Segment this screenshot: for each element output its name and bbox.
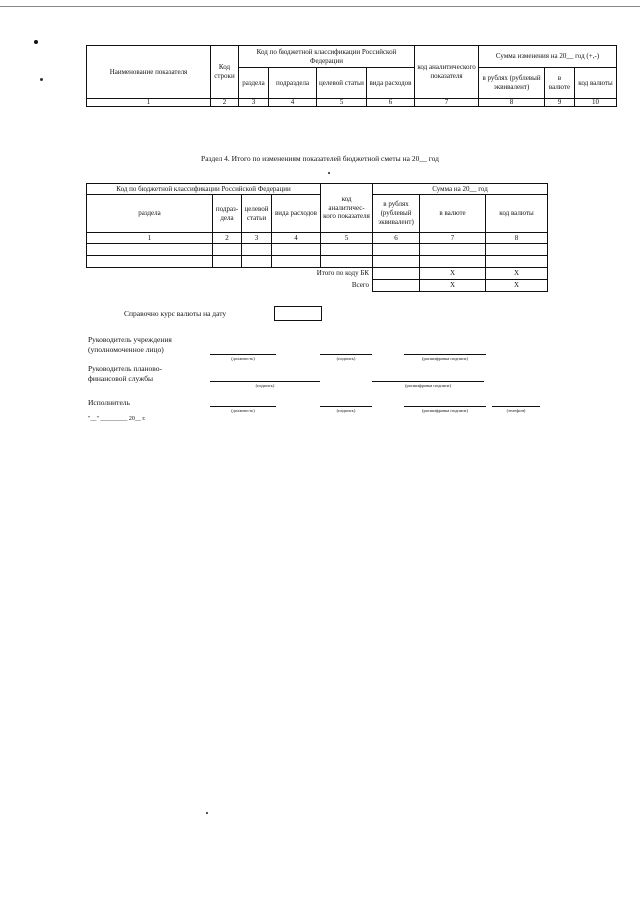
executor-signature-line[interactable] bbox=[320, 406, 372, 407]
header-expense-type: вида расходов bbox=[272, 195, 321, 233]
empty-cell bbox=[420, 244, 486, 256]
header-currency: в валюте bbox=[420, 195, 486, 233]
header-sum: Сумма на 20__ год bbox=[373, 184, 548, 195]
scan-speck bbox=[206, 812, 208, 814]
empty-cell bbox=[321, 256, 373, 268]
empty-cell bbox=[373, 256, 420, 268]
column-number: 1 bbox=[87, 99, 211, 107]
finance-signature-line[interactable] bbox=[210, 381, 320, 382]
column-number: 7 bbox=[420, 233, 486, 244]
header-currency-code: код валюты bbox=[486, 195, 548, 233]
head-decoding-line[interactable] bbox=[404, 354, 486, 355]
head-signature-caption: (подпись) bbox=[336, 356, 356, 361]
executor-signature-caption: (подпись) bbox=[336, 408, 356, 413]
executor-position-caption: (должность) bbox=[231, 408, 255, 413]
total-bk-label: Итого по коду БК bbox=[316, 269, 370, 278]
total-code-x: X bbox=[486, 280, 548, 292]
empty-cell bbox=[373, 244, 420, 256]
header-subsection: подраздела bbox=[269, 68, 317, 99]
rate-date-field[interactable] bbox=[274, 306, 322, 321]
empty-cell bbox=[486, 256, 548, 268]
header-bk-code: Код по бюджетной классификации Российской Федерации bbox=[87, 184, 321, 195]
header-indicator-name: Наименование показателя bbox=[87, 46, 211, 99]
finance-signature-caption: (подпись) bbox=[255, 383, 275, 388]
header-rub: в рублях (рублевый эквивалент) bbox=[373, 195, 420, 233]
scan-speck bbox=[328, 172, 330, 174]
table-row bbox=[87, 256, 548, 268]
header-target-article: целевой статьи bbox=[317, 68, 367, 99]
column-number: 4 bbox=[269, 99, 317, 107]
header-analytic-code: код аналитичес-кого показателя bbox=[321, 184, 373, 233]
changes-table bbox=[86, 45, 617, 107]
head-position-line[interactable] bbox=[210, 354, 276, 355]
empty-cell bbox=[87, 244, 213, 256]
header-line-code: Код строки bbox=[211, 46, 239, 99]
header-target-article: целевой статьи bbox=[242, 195, 272, 233]
header-expense-type: вида расходов bbox=[367, 68, 415, 99]
head-position-caption: (должность) bbox=[231, 356, 255, 361]
header-rub: в рублях (рублевый эквивалент) bbox=[479, 68, 545, 99]
empty-cell bbox=[321, 244, 373, 256]
column-number: 8 bbox=[479, 99, 545, 107]
empty-cell bbox=[242, 256, 272, 268]
column-number: 6 bbox=[373, 233, 420, 244]
total-bk-row bbox=[87, 268, 548, 280]
rate-label: Справочно курс валюты на дату bbox=[124, 309, 227, 318]
header-currency: в валюте bbox=[545, 68, 575, 99]
empty-cell bbox=[213, 256, 242, 268]
empty-cell bbox=[87, 256, 213, 268]
totals-table bbox=[86, 183, 548, 292]
header-section: раздела bbox=[87, 195, 213, 233]
finance-decoding-line[interactable] bbox=[372, 381, 484, 382]
column-number: 5 bbox=[321, 233, 373, 244]
executor-decoding-caption: (расшифровка подписи) bbox=[422, 408, 468, 413]
total-row bbox=[87, 280, 548, 292]
head-label-sub: (уполномоченное лицо) bbox=[88, 345, 164, 354]
top-border-line bbox=[0, 6, 640, 7]
column-number: 2 bbox=[213, 233, 242, 244]
total-currency-x: X bbox=[420, 280, 486, 292]
scan-mark bbox=[40, 78, 43, 81]
executor-decoding-line[interactable] bbox=[404, 406, 486, 407]
header-sum-change: Сумма изменения на 20__ год (+,-) bbox=[479, 46, 617, 68]
empty-cell bbox=[213, 244, 242, 256]
total-bk-currency-x: X bbox=[420, 268, 486, 280]
header-subsection: подраз-дела bbox=[213, 195, 242, 233]
empty-cell bbox=[272, 256, 321, 268]
executor-label: Исполнитель bbox=[88, 398, 130, 407]
header-analytic-code: код аналитического показателя bbox=[415, 46, 479, 99]
header-section: раздела bbox=[239, 68, 269, 99]
column-number: 5 bbox=[317, 99, 367, 107]
date-line: "__" _________ 20__ г. bbox=[88, 416, 146, 422]
column-number: 9 bbox=[545, 99, 575, 107]
header-currency-code: код валюты bbox=[575, 68, 617, 99]
empty-cell bbox=[486, 244, 548, 256]
executor-phone-caption: (телефон) bbox=[506, 408, 526, 413]
column-number: 7 bbox=[415, 99, 479, 107]
table-row bbox=[87, 244, 548, 256]
empty-cell bbox=[242, 244, 272, 256]
column-number: 4 bbox=[272, 233, 321, 244]
column-number: 10 bbox=[575, 99, 617, 107]
head-decoding-caption: (расшифровка подписи) bbox=[422, 356, 468, 361]
empty-cell bbox=[420, 256, 486, 268]
column-number: 6 bbox=[367, 99, 415, 107]
executor-position-line[interactable] bbox=[210, 406, 276, 407]
column-number: 1 bbox=[87, 233, 213, 244]
finance-label-sub: финансовой службы bbox=[88, 374, 154, 383]
head-label: Руководитель учреждения bbox=[88, 335, 172, 344]
column-number: 3 bbox=[242, 233, 272, 244]
total-label: Всего bbox=[351, 281, 370, 290]
finance-label: Руководитель планово- bbox=[88, 364, 163, 373]
finance-decoding-caption: (расшифровка подписи) bbox=[405, 383, 451, 388]
column-number: 8 bbox=[486, 233, 548, 244]
header-bk-code: Код по бюджетной классификации Российской Федерации bbox=[239, 46, 415, 68]
executor-phone-line[interactable] bbox=[492, 406, 540, 407]
bullet-mark bbox=[34, 40, 38, 44]
total-rub bbox=[373, 280, 420, 292]
column-number: 3 bbox=[239, 99, 269, 107]
total-bk-code-x: X bbox=[486, 268, 548, 280]
empty-cell bbox=[272, 244, 321, 256]
section-4-title: Раздел 4. Итого по изменениям показателей бюджетной сметы на 20__ год bbox=[201, 154, 439, 163]
head-signature-line[interactable] bbox=[320, 354, 372, 355]
total-bk-rub bbox=[373, 268, 420, 280]
column-number: 2 bbox=[211, 99, 239, 107]
